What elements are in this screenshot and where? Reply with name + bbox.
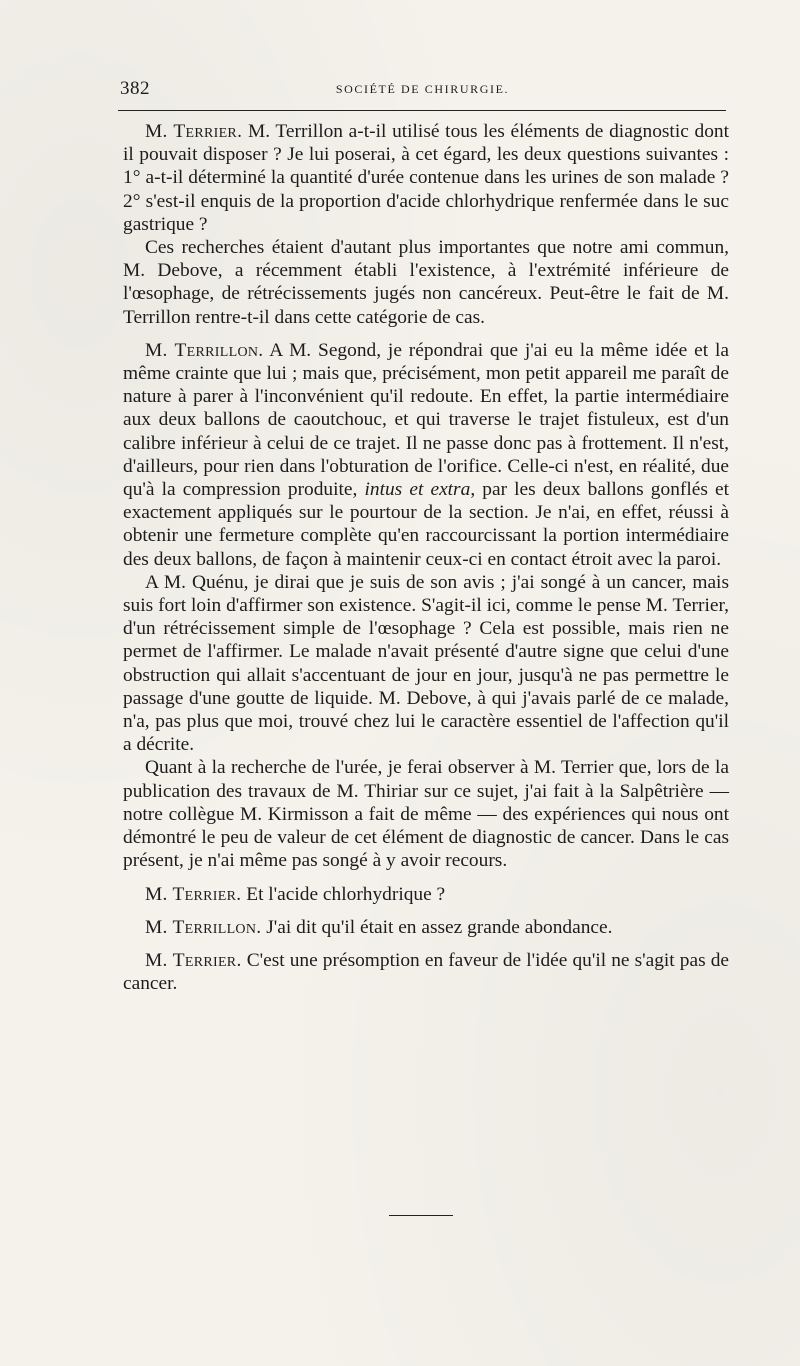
paragraph-terrier-conclusion bbox=[123, 949, 729, 995]
paragraph-terrillon-abundance bbox=[123, 916, 729, 939]
page-number: 382 bbox=[120, 78, 150, 99]
page-header bbox=[120, 78, 725, 100]
paragraph-text: C'est une présomption en faveur de l'idée qu'il ne s'agit pas de cancer. bbox=[123, 949, 729, 995]
speaker-name: M. Terrier. bbox=[145, 121, 243, 142]
body-text bbox=[123, 120, 729, 995]
paragraph-text: A M. Quénu, je dirai que je suis de son avis ; j'ai songé à un cancer, mais suis fort loin d'affirmer son existence. S'agit-il ici, comme le pense M. Terrier, d'un rétrécissement simple de l'œsophage ? Cela est possible, mais rien ne permet de l'affirmer. Le malade n'avait présenté d'autre signe que celui d'une obstruction qui allait s'accentuant de jour en jour, jusqu'à ne pas permettre le passage d'une goutte de liquide. M. Debove, à qui j'avais parlé de ce malade, n'a, pas plus que moi, trouvé chez lui le caractère essentiel de l'affection qu'il a décrite. bbox=[123, 571, 729, 756]
paragraph-uree-reply bbox=[123, 756, 729, 872]
paragraph-text: Ces recherches étaient d'autant plus importantes que notre ami commun, M. Debove, a récemment établi l'existence, à l'extrémité inférieure de l'œsophage, de rétrécissements jugés non cancéreux. Peut-être le fait de M. Terrillon rentre-t-il dans cette catégorie de cas. bbox=[123, 237, 729, 328]
paragraph-text-continued: , par les deux ballons gonflés et exactement appliqués sur le pourtour de la section. Je n'ai, en effet, réussi à obtenir une fermeture complète qu'en raccourcissant la portion intermédiaire des deux ballons, de façon à maintenir ceux-ci en contact étroit avec la paroi. bbox=[123, 479, 730, 570]
section-end-rule bbox=[389, 1215, 453, 1216]
header-rule bbox=[118, 110, 726, 111]
paragraph-terrier-question bbox=[123, 120, 729, 236]
italic-phrase: intus et extra bbox=[364, 479, 471, 501]
speaker-name: M. Terrillon. bbox=[145, 339, 264, 361]
paragraph-text: Et l'acide chlorhydrique ? bbox=[246, 883, 446, 905]
paragraph-text: J'ai dit qu'il était en assez grande abondance. bbox=[266, 916, 613, 938]
speaker-name: M. Terrillon. bbox=[145, 916, 262, 938]
paragraph-terrier-acid bbox=[123, 883, 729, 906]
paragraph-text: M. Terrillon a-t-il utilisé tous les éléments de diagnostic dont il pouvait disposer ? Je lui poserai, à cet égard, les deux questions suivantes : 1° a-t-il déterminé la quantité d'urée contenue dans les urines de son malade ? 2° s'est-il enquis de la proportion d'acide chlorhydrique renfermée dans le suc gastrique ? bbox=[123, 121, 729, 235]
speaker-name: M. Terrier. bbox=[145, 883, 242, 905]
speaker-name: M. Terrier. bbox=[145, 949, 242, 971]
running-title: SOCIÉTÉ DE CHIRURGIE. bbox=[335, 82, 510, 96]
paragraph-terrier-debove bbox=[123, 236, 729, 329]
paragraph-terrillon-reply bbox=[123, 339, 729, 571]
paragraph-quenu-reply bbox=[123, 571, 729, 757]
paragraph-text: Quant à la recherche de l'urée, je ferai observer à M. Terrier que, lors de la publication des travaux de M. Thiriar sur ce sujet, j'ai fait à la Salpêtrière — notre collègue M. Kirmisson a fait de même — des expériences qui nous ont démontré le peu de valeur de cet élément de diagnostic de cancer. Dans le cas présent, je n'ai même pas songé à y avoir recours. bbox=[123, 757, 729, 872]
paragraph-text: A M. Segond, je répondrai que j'ai eu la même idée et la même crainte que lui ; mais que, précisément, mon petit appareil me paraît de nature à parer à l'inconvénient qu'il redoute. En effet, la partie intermédiaire aux deux ballons de caoutchouc, et qui traverse le trajet fistuleux, est d'un calibre inférieur à celui de ce trajet. Il ne passe donc pas à frottement. Il n'est, d'ailleurs, pour rien dans l'obturation de l'orifice. Celle-ci n'est, en réalité, due qu'à la compression produite, bbox=[123, 339, 729, 501]
